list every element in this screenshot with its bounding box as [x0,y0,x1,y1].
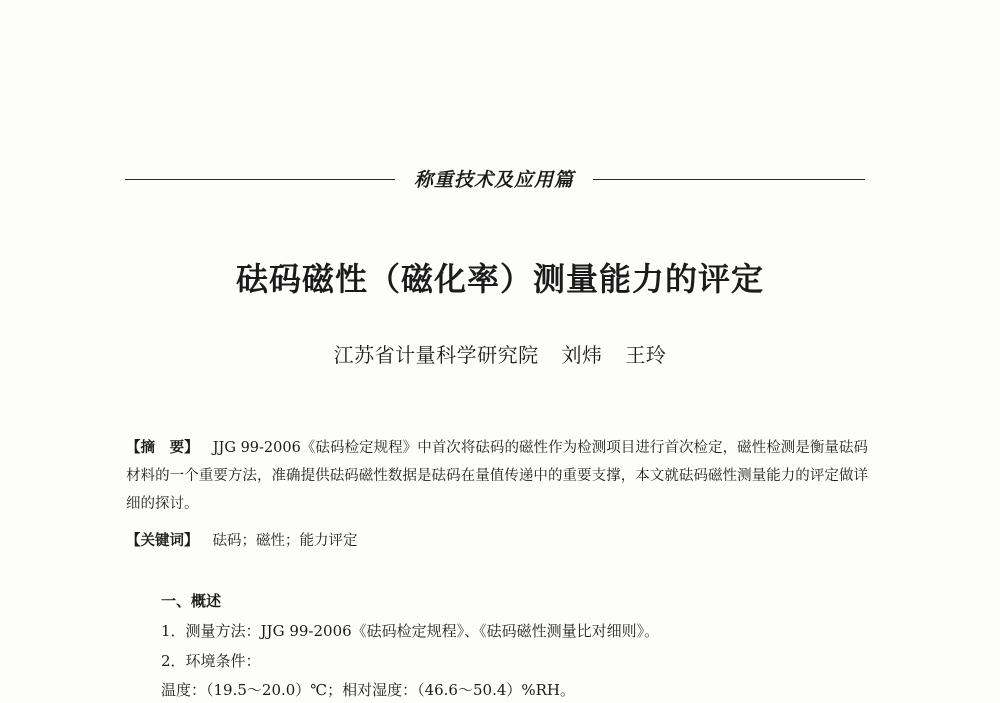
abstract [126,434,868,518]
paper-title: 砝码磁性（磁化率）测量能力的评定 [235,260,764,298]
abstract-tag: 【摘 要】 [126,439,199,456]
header-rule-left [125,179,395,180]
body-paragraph: 温度：（19.5～20.0）℃；相对湿度：（46.6～50.4）%RH。 [161,681,576,699]
keywords [126,528,868,554]
affiliation: 江苏省计量科学研究院 [333,343,539,367]
abstract-text: JJG 99-2006《砝码检定规程》中首次将砝码的磁性作为检测项目进行首次检定，磁性检测是衡量砝码材料的一个重要方法，准确提供砝码磁性数据是砝码在量值传递中的重要支撑，本文就砝码磁性测量能力的评定做详细的探讨。 [126,440,868,512]
author-name: 刘炜 [561,343,603,367]
section-header [125,165,865,193]
section-header-label: 称重技术及应用篇 [413,169,574,191]
body-paragraph: 2．环境条件： [161,652,261,670]
header-rule-right [593,179,865,180]
author-name: 王玲 [625,343,667,367]
body-paragraph: 1．测量方法：JJG 99-2006《砝码检定规程》、《砝码磁性测量比对细则》。 [161,622,660,640]
author-line [0,339,1000,368]
keywords-text: 砝码；磁性；能力评定 [212,533,358,549]
section-heading: 一、概述 [161,592,222,610]
keywords-tag: 【关键词】 [126,532,199,549]
